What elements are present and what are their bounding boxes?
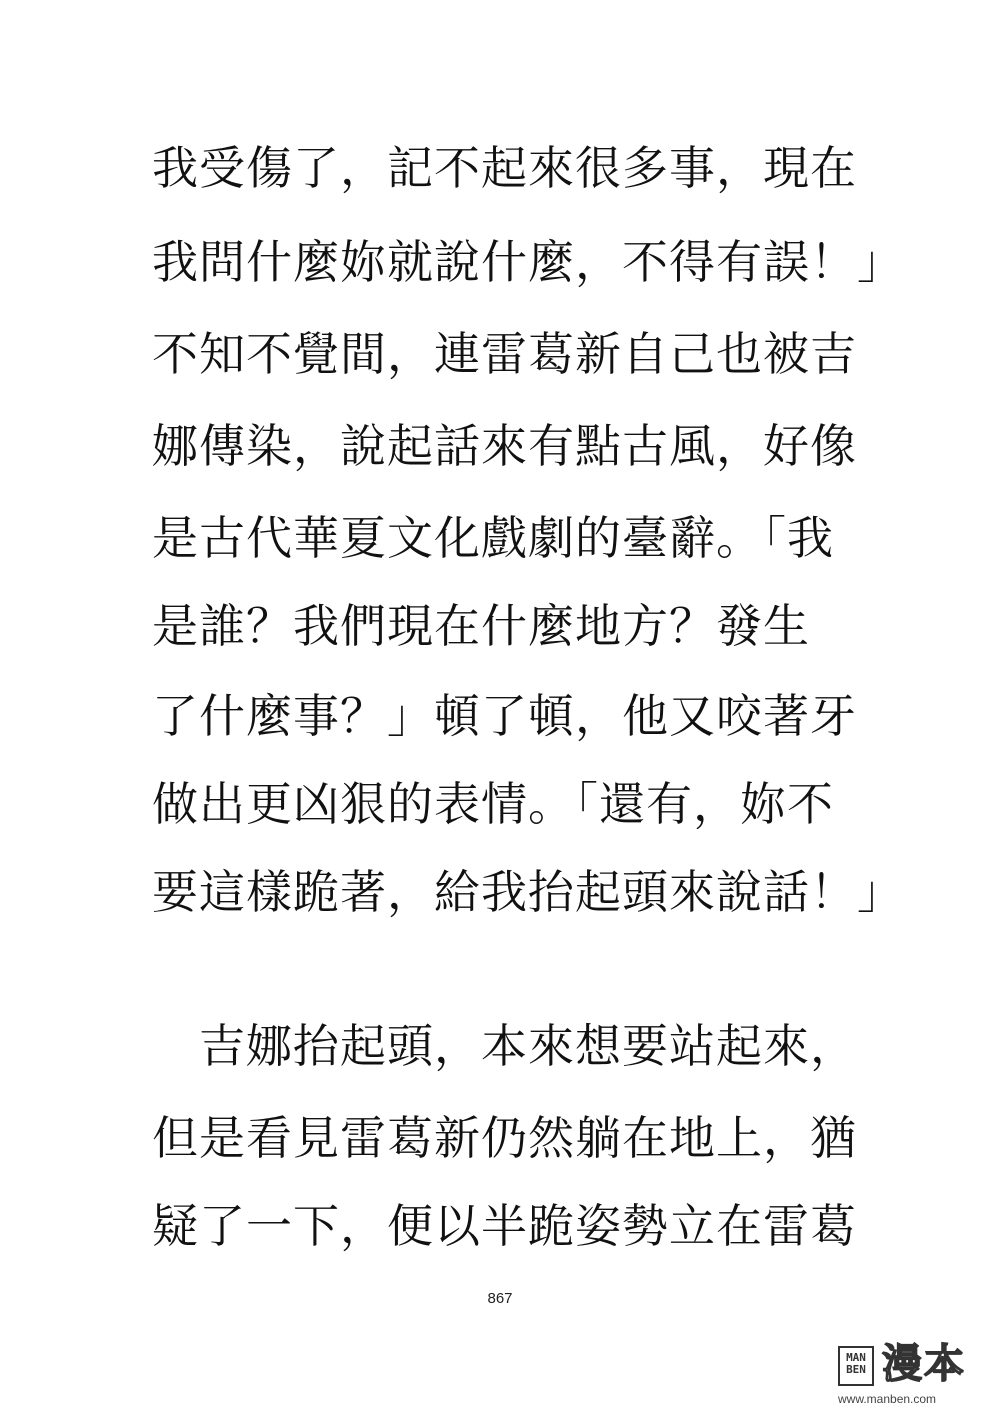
text-line: 吉娜抬起頭，本來想要站起來， [152,1019,857,1073]
text-line: 我問什麼妳就說什麼，不得有誤！」 [152,235,904,289]
text-line: 我受傷了，記不起來很多事，現在 [152,141,857,195]
text-line: 不知不覺間，連雷葛新自己也被吉 [152,327,857,381]
watermark-logo [838,1341,988,1406]
watermark-url: www.manben.com [838,1392,937,1406]
text-line: 了什麼事？」頓了頓，他又咬著牙 [152,689,857,743]
text-line: 疑了一下，便以半跪姿勢立在雷葛 [152,1199,857,1253]
page-number: 867 [487,1290,513,1307]
text-line: 娜傳染，說起話來有點古風，好像 [152,419,857,473]
text-line: 要這樣跪著，給我抬起頭來說話！」 [152,865,904,919]
watermark-logo-text: 漫本 [882,1341,966,1387]
text-line: 做出更凶狠的表情。「還有，妳不 [152,777,834,831]
text-line: 但是看見雷葛新仍然躺在地上，猶 [152,1111,857,1165]
text-line: 是古代華夏文化戲劇的臺辭。「我 [152,511,834,565]
text-line: 是誰？我們現在什麼地方？發生 [152,599,810,653]
watermark-box: MAN BEN [838,1346,874,1386]
